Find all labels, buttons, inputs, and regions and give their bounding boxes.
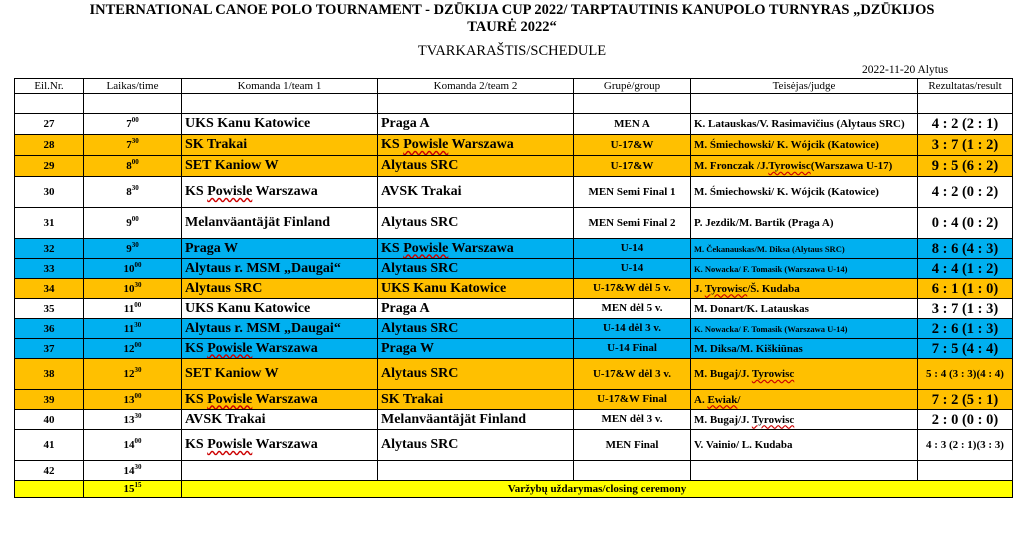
result: 4 : 2 (2 : 1): [918, 114, 1013, 135]
title-line-1: INTERNATIONAL CANOE POLO TOURNAMENT - DZŪKIJA CUP 2022/ TARPTAUTINIS KANUPOLO TURNYRAS „DZŪKIJOS: [89, 2, 935, 18]
col-header-team1: Komanda 1/team 1: [182, 79, 378, 94]
header-row: [15, 79, 1013, 94]
table-row: [15, 359, 1013, 390]
team-2: Praga A: [378, 299, 574, 319]
judge: P. Jezdik/M. Bartik (Praga A): [691, 208, 918, 239]
table-row: [15, 156, 1013, 177]
match-number: 27: [15, 114, 84, 135]
match-number: 30: [15, 177, 84, 208]
match-time: $7^{00}$: [84, 114, 182, 135]
team-1: SET Kaniow W: [182, 359, 378, 390]
table-row: [15, 114, 1013, 135]
match-time: $7^{30}$: [84, 135, 182, 156]
team-1: Alytaus r. MSM „Daugai“: [182, 259, 378, 279]
col-header-nr: Eil.Nr.: [15, 79, 84, 94]
match-number: 38: [15, 359, 84, 390]
match-number: 31: [15, 208, 84, 239]
group: MEN Semi Final 2: [574, 208, 691, 239]
table-row: [15, 135, 1013, 156]
team-1: Praga W: [182, 239, 378, 259]
group: MEN Final: [574, 430, 691, 461]
match-number: 33: [15, 259, 84, 279]
match-number: 32: [15, 239, 84, 259]
group: U-14: [574, 239, 691, 259]
table-row: [15, 319, 1013, 339]
closing-nr: [15, 481, 84, 498]
match-time: $13^{00}$: [84, 390, 182, 410]
team-1: AVSK Trakai: [182, 410, 378, 430]
group: U-14: [574, 259, 691, 279]
judge: K. Latauskas/V. Rasimavičius (Alytaus SRC): [691, 114, 918, 135]
match-number: 28: [15, 135, 84, 156]
team-2: AVSK Trakai: [378, 177, 574, 208]
team-1: Alytaus r. MSM „Daugai“: [182, 319, 378, 339]
judge: M. Fronczak /J.Tyrowisc(Warszawa U-17): [691, 156, 918, 177]
match-time: $9^{30}$: [84, 239, 182, 259]
match-number: 40: [15, 410, 84, 430]
team-2: Alytaus SRC: [378, 319, 574, 339]
team-2: Alytaus SRC: [378, 359, 574, 390]
group: U-17&W Final: [574, 390, 691, 410]
team-1: UKS Kanu Katowice: [182, 114, 378, 135]
team-2: Alytaus SRC: [378, 156, 574, 177]
match-number: 41: [15, 430, 84, 461]
match-time: $14^{30}$: [84, 461, 182, 481]
judge: J. Tyrowisc/Š. Kudaba: [691, 279, 918, 299]
team-2: Praga W: [378, 339, 574, 359]
team-1: Melanväantäjät Finland: [182, 208, 378, 239]
judge: K. Nowacka/ F. Tomasik (Warszawa U-14): [691, 259, 918, 279]
group: [574, 461, 691, 481]
match-time: $12^{30}$: [84, 359, 182, 390]
team-1: KS Powisle Warszawa: [182, 430, 378, 461]
table-row: [15, 177, 1013, 208]
judge: M. Čekanauskas/M. Diksa (Alytaus SRC): [691, 239, 918, 259]
team-2: Praga A: [378, 114, 574, 135]
team-2: Alytaus SRC: [378, 430, 574, 461]
match-number: 29: [15, 156, 84, 177]
result: 4 : 2 (0 : 2): [918, 177, 1013, 208]
team-2: Melanväantäjät Finland: [378, 410, 574, 430]
result: 7 : 5 (4 : 4): [918, 339, 1013, 359]
result: 3 : 7 (1 : 2): [918, 135, 1013, 156]
schedule-table: [14, 78, 1013, 498]
table-row: [15, 461, 1013, 481]
table-row: [15, 339, 1013, 359]
group: MEN A: [574, 114, 691, 135]
result: [918, 461, 1013, 481]
date-location: 2022-11-20 Alytus: [862, 64, 949, 76]
col-header-group: Grupė/group: [574, 79, 691, 94]
judge: M. Śmiechowski/ K. Wójcik (Katowice): [691, 135, 918, 156]
match-number: 36: [15, 319, 84, 339]
match-time: $14^{00}$: [84, 430, 182, 461]
table-row: [15, 430, 1013, 461]
closing-ceremony: Varžybų uždarymas/closing ceremony: [182, 481, 1013, 498]
match-time: $12^{00}$: [84, 339, 182, 359]
result: 3 : 7 (1 : 3): [918, 299, 1013, 319]
table-row: [15, 259, 1013, 279]
judge: M. Bugaj/J. Tyrowisc: [691, 410, 918, 430]
team-1: KS Powisle Warszawa: [182, 390, 378, 410]
document-title: [0, 2, 1024, 36]
group: MEN Semi Final 1: [574, 177, 691, 208]
document-subtitle: TVARKARAŠTIS/SCHEDULE: [417, 43, 607, 59]
spacer-row: [15, 94, 1013, 114]
closing-time: $15^{15}$: [84, 481, 182, 498]
group: U-17&W dėl 5 v.: [574, 279, 691, 299]
closing-row: [15, 481, 1013, 498]
match-time: $10^{30}$: [84, 279, 182, 299]
judge: [691, 461, 918, 481]
table-row: [15, 279, 1013, 299]
result: 0 : 4 (0 : 2): [918, 208, 1013, 239]
judge: M. Diksa/M. Kiškiūnas: [691, 339, 918, 359]
team-1: SET Kaniow W: [182, 156, 378, 177]
team-1: Alytaus SRC: [182, 279, 378, 299]
result: 2 : 6 (1 : 3): [918, 319, 1013, 339]
group: U-14 dėl 3 v.: [574, 319, 691, 339]
group: U-17&W: [574, 135, 691, 156]
judge: M. Donart/K. Latauskas: [691, 299, 918, 319]
judge: K. Nowacka/ F. Tomasik (Warszawa U-14): [691, 319, 918, 339]
judge: V. Vainio/ L. Kudaba: [691, 430, 918, 461]
table-row: [15, 239, 1013, 259]
match-number: 39: [15, 390, 84, 410]
judge: M. Bugaj/J. Tyrowisc: [691, 359, 918, 390]
team-2: SK Trakai: [378, 390, 574, 410]
result: 9 : 5 (6 : 2): [918, 156, 1013, 177]
result: 7 : 2 (5 : 1): [918, 390, 1013, 410]
team-2: KS Powisle Warszawa: [378, 135, 574, 156]
match-time: $8^{30}$: [84, 177, 182, 208]
match-time: $11^{30}$: [84, 319, 182, 339]
group: MEN dėl 5 v.: [574, 299, 691, 319]
team-2: Alytaus SRC: [378, 208, 574, 239]
match-number: 34: [15, 279, 84, 299]
table-row: [15, 208, 1013, 239]
match-number: 37: [15, 339, 84, 359]
group: U-17&W: [574, 156, 691, 177]
title-line-2: TAURĖ 2022“: [467, 19, 557, 35]
table-row: [15, 299, 1013, 319]
team-1: [182, 461, 378, 481]
match-time: $9^{00}$: [84, 208, 182, 239]
match-time: $10^{00}$: [84, 259, 182, 279]
col-header-time: Laikas/time: [84, 79, 182, 94]
result: 8 : 6 (4 : 3): [918, 239, 1013, 259]
col-header-judge: Teisėjas/judge: [691, 79, 918, 94]
group: MEN dėl 3 v.: [574, 410, 691, 430]
team-1: KS Powisle Warszawa: [182, 177, 378, 208]
result: 4 : 4 (1 : 2): [918, 259, 1013, 279]
team-1: UKS Kanu Katowice: [182, 299, 378, 319]
group: U-17&W dėl 3 v.: [574, 359, 691, 390]
match-number: 35: [15, 299, 84, 319]
team-2: [378, 461, 574, 481]
team-2: Alytaus SRC: [378, 259, 574, 279]
result: 5 : 4 (3 : 3)(4 : 4): [918, 359, 1013, 390]
team-1: SK Trakai: [182, 135, 378, 156]
col-header-result: Rezultatas/result: [918, 79, 1013, 94]
match-time: $8^{00}$: [84, 156, 182, 177]
group: U-14 Final: [574, 339, 691, 359]
col-header-team2: Komanda 2/team 2: [378, 79, 574, 94]
result: 6 : 1 (1 : 0): [918, 279, 1013, 299]
team-2: UKS Kanu Katowice: [378, 279, 574, 299]
table-row: [15, 390, 1013, 410]
judge: M. Śmiechowski/ K. Wójcik (Katowice): [691, 177, 918, 208]
result: 4 : 3 (2 : 1)(3 : 3): [918, 430, 1013, 461]
team-1: KS Powisle Warszawa: [182, 339, 378, 359]
result: 2 : 0 (0 : 0): [918, 410, 1013, 430]
match-time: $11^{00}$: [84, 299, 182, 319]
judge: A. Ewiak/: [691, 390, 918, 410]
match-time: $13^{30}$: [84, 410, 182, 430]
match-number: 42: [15, 461, 84, 481]
table-row: [15, 410, 1013, 430]
team-2: KS Powisle Warszawa: [378, 239, 574, 259]
